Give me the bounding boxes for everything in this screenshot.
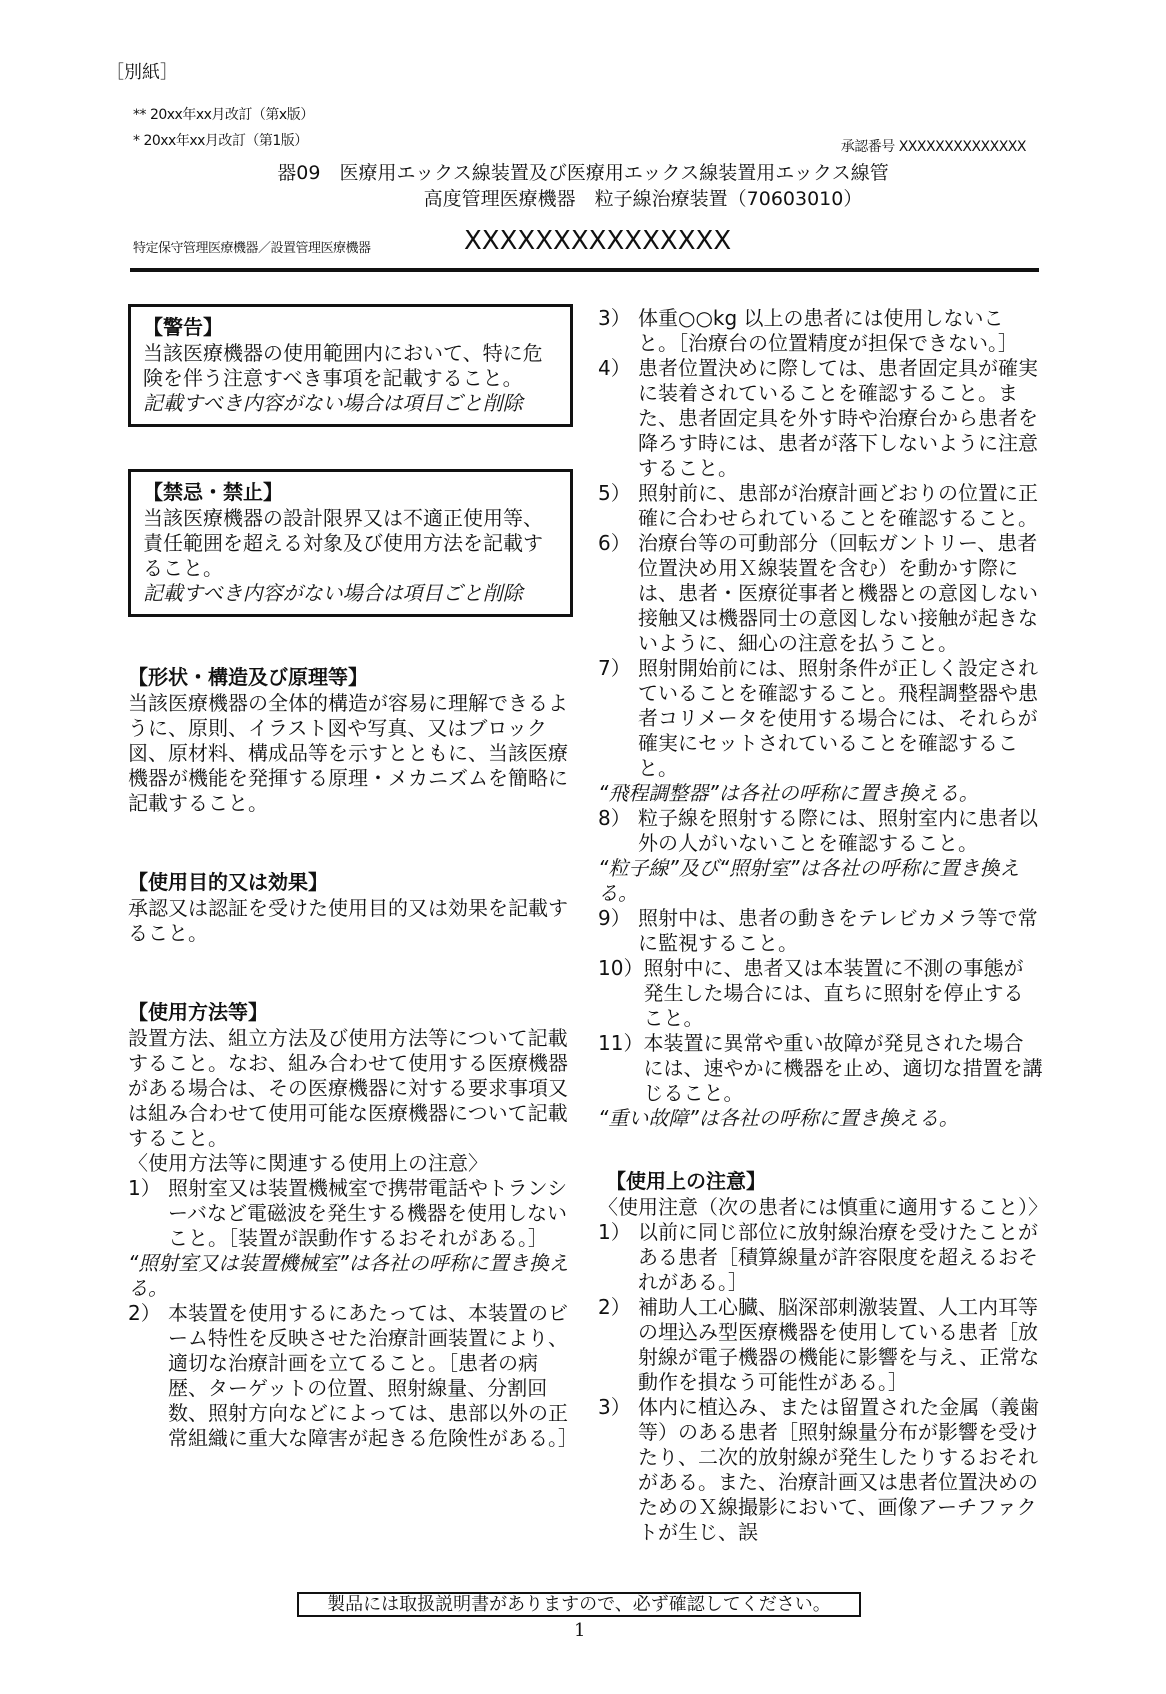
revision-latest: ** 20xx年xx月改訂（第x版） <box>133 107 314 123</box>
revision-first: * 20xx年xx月改訂（第1版） <box>133 133 308 149</box>
title-line-1: 器09 医療用エックス線装置及び医療用エックス線装置用エックス線管 <box>277 162 889 184</box>
list-item <box>598 531 1043 656</box>
item-number: 8） <box>598 806 631 830</box>
list-item <box>598 481 1043 531</box>
contraindication-text: 当該医療機器の設計限界又は不適正使用等、責任範囲を超える対象及び使用方法を記載すること。 <box>143 506 543 580</box>
device-class: 特定保守管理医療機器／設置管理医療機器 <box>133 241 371 256</box>
usage-heading: 【使用方法等】 <box>128 1000 268 1024</box>
footer-notice: 製品には取扱説明書がありますので、必ず確認してください。 <box>297 1592 861 1617</box>
contraindication-box <box>128 469 573 617</box>
purpose-section <box>128 868 573 946</box>
list-item <box>598 1031 1043 1106</box>
item-text: 粒子線を照射する際には、照射室内に患者以外の人がいないことを確認すること。 <box>638 806 1038 855</box>
item-text: 照射開始前には、照射条件が正しく設定されていることを確認すること。飛程調整器や患者コリメータを使用する場合には、それらが確実にセットされていることを確認すること。 <box>638 656 1038 780</box>
precautions-subheading: 〈使用注意（次の患者には慎重に適用すること）〉 <box>598 1195 1048 1219</box>
precautions-heading: 【使用上の注意】 <box>606 1169 766 1193</box>
attachment-label: ［別紙］ <box>106 62 178 83</box>
footer <box>0 1592 1166 1672</box>
title-line-2: 高度管理医療機器 粒子線治療装置（70603010） <box>423 188 863 210</box>
item-text: 患者位置決めに際しては、患者固定具が確実に装着されていることを確認すること。また、患者固定具を外す時や治療台から患者を降ろす時には、患者が落下しないように注意すること。 <box>638 356 1038 480</box>
usage-text: 設置方法、組立方法及び使用方法等について記載すること。なお、組み合わせて使用する医療機器がある場合は、その医療機器に対する要求事項又は組み合わせて使用可能な医療機器について記載すること。 <box>128 1026 568 1150</box>
list-item <box>598 1295 1043 1395</box>
item-number: 4） <box>598 356 631 380</box>
item-note: “照射室又は装置機械室”は各社の呼称に置き換える。 <box>128 1251 569 1300</box>
structure-heading: 【形状・構造及び原理等】 <box>128 665 368 689</box>
structure-section <box>128 663 573 816</box>
purpose-heading: 【使用目的又は効果】 <box>128 870 328 894</box>
contraindication-heading: 【禁忌・禁止】 <box>143 480 283 504</box>
item-number: 2） <box>598 1295 631 1319</box>
warning-heading: 【警告】 <box>143 315 223 339</box>
item-number: 10） <box>598 956 644 980</box>
item-number: 3） <box>598 1395 631 1419</box>
structure-text: 当該医療機器の全体的構造が容易に理解できるように、原則、イラスト図や写真、又はブロック図、原材料、構成品等を示すとともに、当該医療機器が機能を発揮する原理・メカニズムを簡略に記載すること。 <box>128 691 568 815</box>
usage-section <box>128 998 578 1451</box>
page-number: 1 <box>574 1620 586 1641</box>
item-text: 照射前に、患部が治療計画どおりの位置に正確に合わせられていることを確認すること。 <box>638 481 1038 530</box>
warning-note: 記載すべき内容がない場合は項目ごと削除 <box>143 391 523 415</box>
item-number: 1） <box>128 1176 161 1200</box>
item-note: “重い故障”は各社の呼称に置き換える。 <box>598 1106 959 1130</box>
item-text: 補助人工心臓、脳深部刺激装置、人工内耳等の埋込み型医療機器を使用している患者［放射線が電子機器の機能に影響を与え、正常な動作を損なう可能性がある。］ <box>638 1295 1040 1394</box>
item-number: 1） <box>598 1220 631 1244</box>
item-text: 本装置を使用するにあたっては、本装置のビーム特性を反映させた治療計画装置により、適切な治療計画を立てること。［患者の病歴、ターゲットの位置、照射線量、分割回数、照射方向などによっては、患部以外の正常組織に重大な障害が起きる危険性がある。］ <box>168 1301 578 1450</box>
precautions-section <box>598 1167 1048 1545</box>
item-text: 体内に植込み、または留置された金属（義歯等）のある患者［照射線量分布が影響を受けたり、二次的放射線が発生したりするおそれがある。また、治療計画又は患者位置決めのためのＸ線撮影において、画像アーチファクトが生じ、誤 <box>638 1395 1040 1544</box>
item-number: 9） <box>598 906 631 930</box>
item-number: 7） <box>598 656 631 680</box>
approval-number: 承認番号 XXXXXXXXXXXXXX <box>840 139 1026 155</box>
usage-item <box>128 1176 573 1251</box>
list-item <box>598 656 1043 781</box>
item-text: 治療台等の可動部分（回転ガントリー、患者位置決め用Ｘ線装置を含む）を動かす際には、患者・医療従事者と機器との意図しない接触又は機器同士の意図しない接触が起きないように、細心の注意を払うこと。 <box>638 531 1038 655</box>
list-item <box>598 356 1043 481</box>
item-note: “粒子線”及び“照射室”は各社の呼称に置き換える。 <box>598 856 1020 905</box>
left-column <box>128 300 578 1582</box>
item-text: 照射室又は装置機械室で携帯電話やトランシーバなど電磁波を発生する機器を使用しないこと。［装置が誤動作するおそれがある。］ <box>168 1176 568 1250</box>
item-text: 照射中に、患者又は本装置に不測の事態が発生した場合には、直ちに照射を停止すること。 <box>643 956 1024 1030</box>
item-number: 6） <box>598 531 631 555</box>
warning-box <box>128 304 573 427</box>
item-number: 2） <box>128 1301 161 1325</box>
right-column <box>598 306 1043 1131</box>
warning-text: 当該医療機器の使用範囲内において、特に危険を伴う注意すべき事項を記載すること。 <box>143 341 543 390</box>
purpose-text: 承認又は認証を受けた使用目的又は効果を記載すること。 <box>128 896 568 945</box>
list-item <box>598 1220 1043 1295</box>
item-number: 5） <box>598 481 631 505</box>
item-number: 11） <box>598 1031 644 1055</box>
list-item <box>598 906 1043 956</box>
item-text: 本装置に異常や重い故障が発見された場合には、速やかに機器を止め、適切な措置を講じること。 <box>643 1031 1043 1105</box>
usage-subheading: 〈使用方法等に関連する使用上の注意〉 <box>128 1151 488 1175</box>
item-text: 照射中は、患者の動きをテレビカメラ等で常に監視すること。 <box>638 906 1038 955</box>
item-note: “飛程調整器”は各社の呼称に置き換える。 <box>598 781 979 805</box>
product-name: XXXXXXXXXXXXXXX <box>464 226 732 256</box>
contraindication-note: 記載すべき内容がない場合は項目ごと削除 <box>143 581 523 605</box>
item-number: 3） <box>598 306 631 330</box>
list-item <box>598 306 1043 356</box>
list-item <box>598 956 1043 1031</box>
list-item <box>598 1395 1043 1545</box>
item-text: 以前に同じ部位に放射線治療を受けたことがある患者［積算線量が許容限度を超えるおそれがある。］ <box>638 1220 1038 1294</box>
list-item <box>598 806 1043 856</box>
precautions-list <box>598 1220 1043 1545</box>
item-text: 体重○○kg 以上の患者には使用しないこと。［治療台の位置精度が担保できない。］ <box>638 306 1018 355</box>
usage-item <box>128 1301 578 1451</box>
right-column-wrapper <box>598 300 1048 1582</box>
